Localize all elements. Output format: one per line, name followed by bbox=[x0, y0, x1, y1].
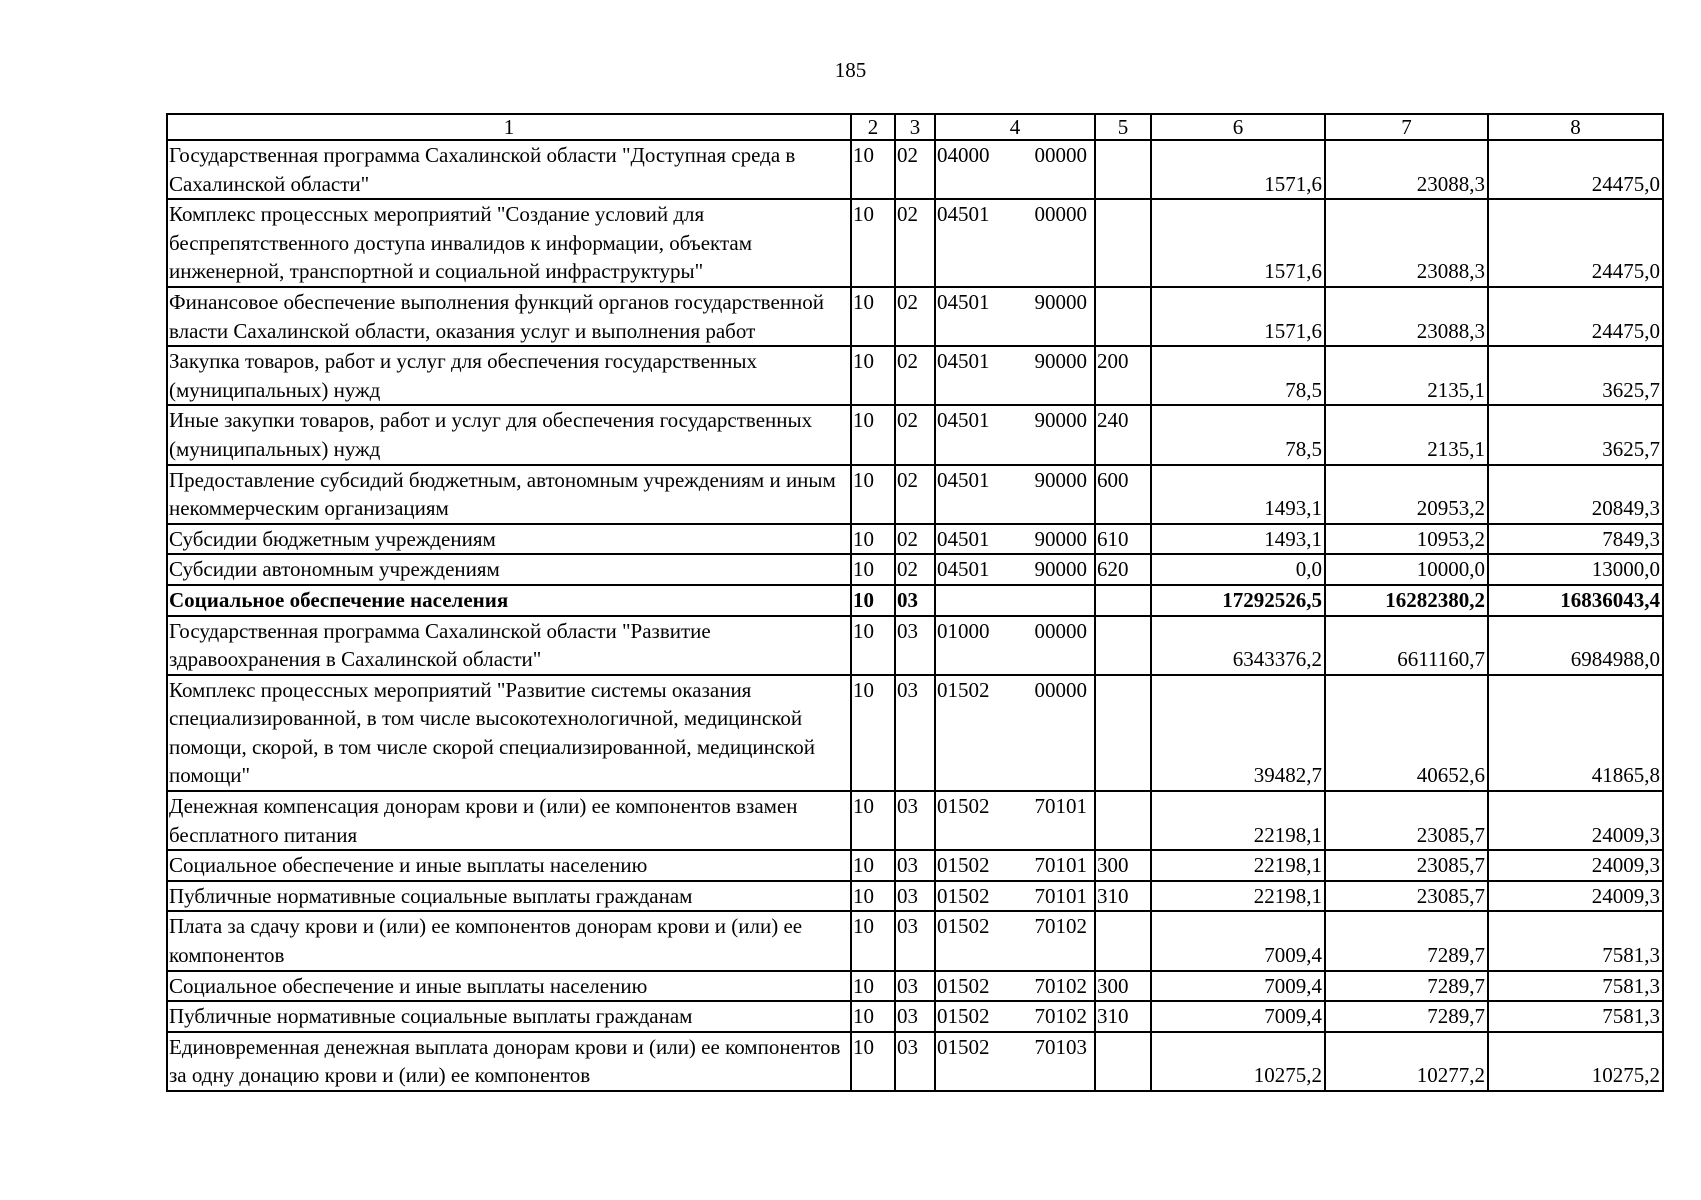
direction-code: 90000 bbox=[1034, 408, 1087, 433]
subsection-code: 02 bbox=[895, 346, 935, 405]
amount-col-8: 20849,3 bbox=[1488, 465, 1663, 524]
row-name: Денежная компенсация донорам крови и (или) ее компонентов взамен бесплатного питания bbox=[167, 791, 851, 850]
target-article-code bbox=[935, 524, 1095, 555]
table-row bbox=[167, 405, 1663, 464]
target-article-code bbox=[935, 791, 1095, 850]
program-code: 04000 bbox=[937, 143, 990, 167]
amount-col-7: 23085,7 bbox=[1325, 850, 1488, 881]
table-row bbox=[167, 199, 1663, 287]
program-code: 01502 bbox=[937, 794, 990, 819]
row-name: Публичные нормативные социальные выплаты гражданам bbox=[167, 881, 851, 912]
section-code: 10 bbox=[851, 554, 895, 585]
column-header: 7 bbox=[1325, 114, 1488, 140]
row-name: Социальное обеспечение и иные выплаты населению bbox=[167, 850, 851, 881]
subsection-code: 02 bbox=[895, 524, 935, 555]
subsection-code: 03 bbox=[895, 616, 935, 675]
program-code: 01502 bbox=[937, 973, 990, 998]
subsection-code: 03 bbox=[895, 850, 935, 881]
amount-col-7: 2135,1 bbox=[1325, 346, 1488, 405]
row-name: Комплекс процессных мероприятий "Создание условий для беспрепятственного доступа инвалидов к информации, объектам инженерной, транспортной и социальной инфраструктуры" bbox=[167, 199, 851, 287]
section-code: 10 bbox=[851, 524, 895, 555]
subsection-code: 03 bbox=[895, 1032, 935, 1091]
amount-col-6: 17292526,5 bbox=[1151, 585, 1325, 616]
column-header: 4 bbox=[935, 114, 1095, 140]
table-row bbox=[167, 850, 1663, 881]
table-row bbox=[167, 1032, 1663, 1091]
amount-col-8: 24009,3 bbox=[1488, 850, 1663, 881]
row-name: Финансовое обеспечение выполнения функций органов государственной власти Сахалинской области, оказания услуг и выполнения работ bbox=[167, 287, 851, 346]
amount-col-8: 24475,0 bbox=[1488, 287, 1663, 346]
target-article-code bbox=[935, 881, 1095, 912]
table-row bbox=[167, 1001, 1663, 1032]
direction-code: 70102 bbox=[1034, 914, 1087, 939]
direction-code: 70102 bbox=[1034, 1004, 1087, 1029]
subsection-code: 03 bbox=[895, 881, 935, 912]
amount-col-6: 1571,6 bbox=[1151, 140, 1325, 199]
program-code: 04501 bbox=[937, 408, 990, 433]
row-name: Иные закупки товаров, работ и услуг для обеспечения государственных (муниципальных) нужд bbox=[167, 405, 851, 464]
expense-type-code: 300 bbox=[1095, 971, 1151, 1002]
program-code: 04501 bbox=[937, 349, 990, 374]
amount-col-6: 7009,4 bbox=[1151, 911, 1325, 970]
expense-type-code bbox=[1095, 585, 1151, 616]
amount-col-8: 7849,3 bbox=[1488, 524, 1663, 555]
amount-col-6: 1493,1 bbox=[1151, 524, 1325, 555]
target-article-code bbox=[935, 675, 1095, 791]
amount-col-8: 7581,3 bbox=[1488, 971, 1663, 1002]
program-code: 04501 bbox=[937, 202, 990, 227]
target-article-code bbox=[935, 585, 1095, 616]
expense-type-code: 310 bbox=[1095, 881, 1151, 912]
amount-col-7: 23085,7 bbox=[1325, 881, 1488, 912]
direction-code: 90000 bbox=[1034, 289, 1087, 314]
section-code: 10 bbox=[851, 850, 895, 881]
target-article-code bbox=[935, 911, 1095, 970]
table-row bbox=[167, 881, 1663, 912]
direction-code: 90000 bbox=[1034, 557, 1087, 582]
direction-code: 90000 bbox=[1034, 467, 1087, 492]
amount-col-6: 0,0 bbox=[1151, 554, 1325, 585]
row-name: Предоставление субсидий бюджетным, автономным учреждениям и иным некоммерческим организациям bbox=[167, 465, 851, 524]
amount-col-6: 22198,1 bbox=[1151, 850, 1325, 881]
subsection-code: 03 bbox=[895, 585, 935, 616]
section-code: 10 bbox=[851, 199, 895, 287]
amount-col-8: 24475,0 bbox=[1488, 140, 1663, 199]
table-row bbox=[167, 791, 1663, 850]
amount-col-6: 78,5 bbox=[1151, 405, 1325, 464]
target-article-code bbox=[935, 850, 1095, 881]
amount-col-7: 16282380,2 bbox=[1325, 585, 1488, 616]
table-row bbox=[167, 616, 1663, 675]
program-code: 04501 bbox=[937, 467, 990, 492]
amount-col-8: 16836043,4 bbox=[1488, 585, 1663, 616]
target-article-code bbox=[935, 287, 1095, 346]
section-code: 10 bbox=[851, 791, 895, 850]
section-code: 10 bbox=[851, 140, 895, 199]
subsection-code: 03 bbox=[895, 1001, 935, 1032]
section-code: 10 bbox=[851, 881, 895, 912]
target-article-code bbox=[935, 140, 1095, 199]
program-code: 01502 bbox=[937, 1034, 990, 1059]
expense-type-code bbox=[1095, 1032, 1151, 1091]
subsection-code: 02 bbox=[895, 140, 935, 199]
column-header: 6 bbox=[1151, 114, 1325, 140]
amount-col-6: 6343376,2 bbox=[1151, 616, 1325, 675]
target-article-code bbox=[935, 346, 1095, 405]
section-code: 10 bbox=[851, 287, 895, 346]
subsection-code: 03 bbox=[895, 971, 935, 1002]
expense-type-code: 600 bbox=[1095, 465, 1151, 524]
row-name: Социальное обеспечение и иные выплаты населению bbox=[167, 971, 851, 1002]
column-header: 3 bbox=[895, 114, 935, 140]
amount-col-7: 10277,2 bbox=[1325, 1032, 1488, 1091]
row-name: Закупка товаров, работ и услуг для обеспечения государственных (муниципальных) нужд bbox=[167, 346, 851, 405]
direction-code: 70103 bbox=[1034, 1034, 1087, 1059]
amount-col-8: 3625,7 bbox=[1488, 405, 1663, 464]
target-article-code bbox=[935, 1001, 1095, 1032]
table-body bbox=[167, 140, 1663, 1091]
header-row bbox=[167, 114, 1663, 140]
amount-col-8: 24475,0 bbox=[1488, 199, 1663, 287]
row-name: Субсидии автономным учреждениям bbox=[167, 554, 851, 585]
column-header: 2 bbox=[851, 114, 895, 140]
section-code: 10 bbox=[851, 911, 895, 970]
section-code: 10 bbox=[851, 675, 895, 791]
amount-col-7: 7289,7 bbox=[1325, 911, 1488, 970]
column-header: 1 bbox=[167, 114, 851, 140]
expense-type-code: 300 bbox=[1095, 850, 1151, 881]
page-number: 185 bbox=[834, 58, 867, 82]
amount-col-7: 23088,3 bbox=[1325, 199, 1488, 287]
column-header: 5 bbox=[1095, 114, 1151, 140]
target-article-code bbox=[935, 971, 1095, 1002]
expense-type-code bbox=[1095, 140, 1151, 199]
section-code: 10 bbox=[851, 1001, 895, 1032]
amount-col-6: 7009,4 bbox=[1151, 1001, 1325, 1032]
amount-col-6: 1571,6 bbox=[1151, 199, 1325, 287]
expense-type-code bbox=[1095, 287, 1151, 346]
row-name: Комплекс процессных мероприятий "Развитие системы оказания специализированной, в том числе высокотехнологичной, медицинской помощи, скорой, в том числе скорой специализированной, медицинской помощи" bbox=[167, 675, 851, 791]
amount-col-6: 39482,7 bbox=[1151, 675, 1325, 791]
direction-code: 70101 bbox=[1034, 794, 1087, 819]
amount-col-7: 40652,6 bbox=[1325, 675, 1488, 791]
amount-col-8: 24009,3 bbox=[1488, 791, 1663, 850]
direction-code: 00000 bbox=[1034, 618, 1087, 643]
table-row bbox=[167, 140, 1663, 199]
expense-type-code: 240 bbox=[1095, 405, 1151, 464]
amount-col-6: 1571,6 bbox=[1151, 287, 1325, 346]
amount-col-7: 23088,3 bbox=[1325, 140, 1488, 199]
amount-col-6: 7009,4 bbox=[1151, 971, 1325, 1002]
table-row bbox=[167, 346, 1663, 405]
amount-col-7: 7289,7 bbox=[1325, 1001, 1488, 1032]
amount-col-8: 10275,2 bbox=[1488, 1032, 1663, 1091]
section-code: 10 bbox=[851, 616, 895, 675]
subsection-code: 02 bbox=[895, 465, 935, 524]
program-code: 04501 bbox=[937, 526, 990, 551]
amount-col-6: 10275,2 bbox=[1151, 1032, 1325, 1091]
expense-type-code: 610 bbox=[1095, 524, 1151, 555]
direction-code: 90000 bbox=[1034, 526, 1087, 551]
amount-col-8: 24009,3 bbox=[1488, 881, 1663, 912]
expense-type-code bbox=[1095, 199, 1151, 287]
table-row bbox=[167, 524, 1663, 555]
row-name: Плата за сдачу крови и (или) ее компонентов донорам крови и (или) ее компонентов bbox=[167, 911, 851, 970]
subsection-code: 02 bbox=[895, 199, 935, 287]
direction-code: 70101 bbox=[1034, 853, 1087, 878]
subsection-code: 02 bbox=[895, 405, 935, 464]
table-row bbox=[167, 971, 1663, 1002]
target-article-code bbox=[935, 1032, 1095, 1091]
amount-col-7: 6611160,7 bbox=[1325, 616, 1488, 675]
subsection-code: 03 bbox=[895, 675, 935, 791]
section-code: 10 bbox=[851, 465, 895, 524]
section-code: 10 bbox=[851, 1032, 895, 1091]
expense-type-code: 200 bbox=[1095, 346, 1151, 405]
budget-table bbox=[166, 113, 1664, 1092]
row-name: Публичные нормативные социальные выплаты гражданам bbox=[167, 1001, 851, 1032]
table-row bbox=[167, 585, 1663, 616]
row-name: Единовременная денежная выплата донорам крови и (или) ее компонентов за одну донацию крови и (или) ее компонентов bbox=[167, 1032, 851, 1091]
amount-col-8: 7581,3 bbox=[1488, 1001, 1663, 1032]
amount-col-7: 2135,1 bbox=[1325, 405, 1488, 464]
amount-col-6: 22198,1 bbox=[1151, 881, 1325, 912]
direction-code: 70101 bbox=[1034, 883, 1087, 908]
target-article-code bbox=[935, 616, 1095, 675]
program-code: 04501 bbox=[937, 557, 990, 582]
subsection-code: 02 bbox=[895, 554, 935, 585]
amount-col-6: 78,5 bbox=[1151, 346, 1325, 405]
section-code: 10 bbox=[851, 585, 895, 616]
row-name: Государственная программа Сахалинской области "Развитие здравоохранения в Сахалинской области" bbox=[167, 616, 851, 675]
direction-code: 70102 bbox=[1034, 973, 1087, 998]
program-code: 01000 bbox=[937, 618, 990, 643]
table-row bbox=[167, 911, 1663, 970]
amount-col-7: 10000,0 bbox=[1325, 554, 1488, 585]
amount-col-8: 6984988,0 bbox=[1488, 616, 1663, 675]
table-row bbox=[167, 675, 1663, 791]
expense-type-code: 310 bbox=[1095, 1001, 1151, 1032]
amount-col-8: 41865,8 bbox=[1488, 675, 1663, 791]
expense-type-code bbox=[1095, 675, 1151, 791]
section-code: 10 bbox=[851, 405, 895, 464]
subsection-code: 03 bbox=[895, 791, 935, 850]
program-code: 01502 bbox=[937, 883, 990, 908]
program-code: 01502 bbox=[937, 853, 990, 878]
target-article-code bbox=[935, 554, 1095, 585]
expense-type-code bbox=[1095, 791, 1151, 850]
amount-col-6: 1493,1 bbox=[1151, 465, 1325, 524]
amount-col-7: 23088,3 bbox=[1325, 287, 1488, 346]
target-article-code bbox=[935, 465, 1095, 524]
row-name: Социальное обеспечение населения bbox=[167, 585, 851, 616]
section-code: 10 bbox=[851, 971, 895, 1002]
amount-col-8: 7581,3 bbox=[1488, 911, 1663, 970]
program-code: 01502 bbox=[937, 677, 990, 702]
table-row bbox=[167, 465, 1663, 524]
target-article-code bbox=[935, 405, 1095, 464]
target-article-code bbox=[935, 199, 1095, 287]
program-code: 04501 bbox=[937, 289, 990, 314]
program-code: 01502 bbox=[937, 1004, 990, 1029]
table-row bbox=[167, 554, 1663, 585]
row-name: Субсидии бюджетным учреждениям bbox=[167, 524, 851, 555]
row-name: Государственная программа Сахалинской области "Доступная среда в Сахалинской области" bbox=[167, 140, 851, 199]
amount-col-7: 23085,7 bbox=[1325, 791, 1488, 850]
program-code: 01502 bbox=[937, 914, 990, 939]
amount-col-7: 20953,2 bbox=[1325, 465, 1488, 524]
direction-code: 00000 bbox=[1034, 202, 1087, 227]
expense-type-code: 620 bbox=[1095, 554, 1151, 585]
direction-code: 00000 bbox=[1034, 143, 1087, 167]
expense-type-code bbox=[1095, 616, 1151, 675]
subsection-code: 03 bbox=[895, 911, 935, 970]
amount-col-7: 10953,2 bbox=[1325, 524, 1488, 555]
section-code: 10 bbox=[851, 346, 895, 405]
direction-code: 00000 bbox=[1034, 677, 1087, 702]
amount-col-8: 13000,0 bbox=[1488, 554, 1663, 585]
expense-type-code bbox=[1095, 911, 1151, 970]
amount-col-8: 3625,7 bbox=[1488, 346, 1663, 405]
subsection-code: 02 bbox=[895, 287, 935, 346]
table-row bbox=[167, 287, 1663, 346]
amount-col-6: 22198,1 bbox=[1151, 791, 1325, 850]
amount-col-7: 7289,7 bbox=[1325, 971, 1488, 1002]
column-header: 8 bbox=[1488, 114, 1663, 140]
direction-code: 90000 bbox=[1034, 349, 1087, 374]
